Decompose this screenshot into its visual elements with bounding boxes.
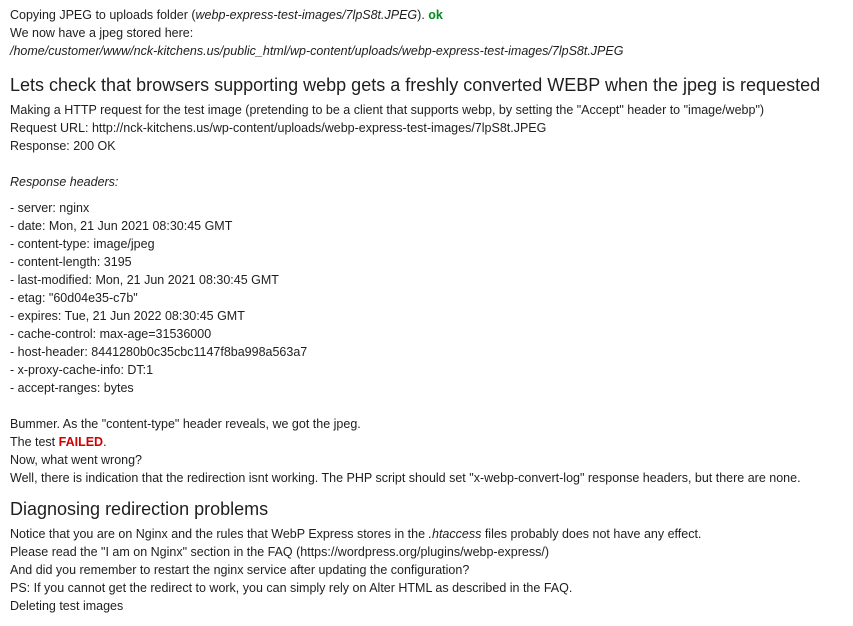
- header-item: - content-length: 3195: [10, 255, 132, 269]
- header-item: - host-header: 8441280b0c35cbc1147f8ba998a563a7: [10, 345, 308, 359]
- header-item: - content-type: image/jpeg: [10, 237, 155, 251]
- diagnose-heading: Diagnosing redirection problems: [10, 499, 269, 519]
- request-text: Making a HTTP request for the test image (pretending to be a client that supports webp, by setting the "Accept" header to "image/webp"): [10, 103, 765, 117]
- restart-text: And did you remember to restart the nginx service after updating the configuration?: [10, 563, 470, 577]
- header-item: - last-modified: Mon, 21 Jun 2021 08:30:45 GMT: [10, 273, 279, 287]
- header-item: - expires: Tue, 21 Jun 2022 08:30:45 GMT: [10, 309, 245, 323]
- test-result-line: [10, 433, 853, 451]
- notice-suffix: files probably does not have any effect.: [481, 527, 702, 541]
- failed-status: FAILED: [58, 435, 104, 449]
- copy-prefix: Copying JPEG to uploads folder (: [10, 8, 196, 22]
- header-item: - accept-ranges: bytes: [10, 381, 134, 395]
- header-item: - x-proxy-cache-info: DT:1: [10, 363, 154, 377]
- ok-status: ok: [428, 8, 443, 22]
- headers-title: Response headers:: [10, 175, 119, 189]
- test-suffix: .: [103, 435, 107, 449]
- copy-path: webp-express-test-images/7lpS8t.JPEG: [195, 8, 418, 22]
- copy-suffix: ).: [417, 8, 429, 22]
- header-item: - cache-control: max-age=31536000: [10, 327, 212, 341]
- spacer: [10, 397, 853, 415]
- faq-text: Please read the "I am on Nginx" section in the FAQ (https://wordpress.org/plugins/webp-express/): [10, 545, 549, 559]
- notice-prefix: Notice that you are on Nginx and the rules that WebP Express stores in the: [10, 527, 429, 541]
- stored-path-line: [10, 42, 853, 60]
- deleting-text: Deleting test images: [10, 599, 124, 613]
- stored-text: We now have a jpeg stored here:: [10, 26, 194, 40]
- spacer: [10, 191, 853, 199]
- header-item: - server: nginx: [10, 201, 90, 215]
- what-wrong-text: Now, what went wrong?: [10, 453, 143, 467]
- bummer-text: Bummer. As the "content-type" header reveals, we got the jpeg.: [10, 417, 361, 431]
- indication-text: Well, there is indication that the redirection isnt working. The PHP script should set "x-webp-convert-log" response headers, but there are none.: [10, 471, 801, 485]
- stored-path: /home/customer/www/nck-kitchens.us/public_html/wp-content/uploads/webp-express-test-images/7lpS8t.JPEG: [10, 44, 624, 58]
- copy-status-line: [10, 6, 853, 24]
- header-item: - date: Mon, 21 Jun 2021 08:30:45 GMT: [10, 219, 233, 233]
- request-url: Request URL: http://nck-kitchens.us/wp-content/uploads/webp-express-test-images/7lpS8t.JPEG: [10, 121, 547, 135]
- headers-title-line: [10, 173, 853, 191]
- test-prefix: The test: [10, 435, 59, 449]
- response-headers-list: [10, 199, 853, 397]
- spacer: [10, 155, 853, 173]
- header-item: - etag: "60d04e35-c7b": [10, 291, 138, 305]
- ps-text: PS: If you cannot get the redirect to work, you can simply rely on Alter HTML as described in the FAQ.: [10, 581, 573, 595]
- notice-line: [10, 525, 853, 543]
- check-heading: Lets check that browsers supporting webp gets a freshly converted WEBP when the jpeg is requested: [10, 75, 821, 95]
- response-status: Response: 200 OK: [10, 139, 116, 153]
- htaccess-term: .htaccess: [428, 527, 482, 541]
